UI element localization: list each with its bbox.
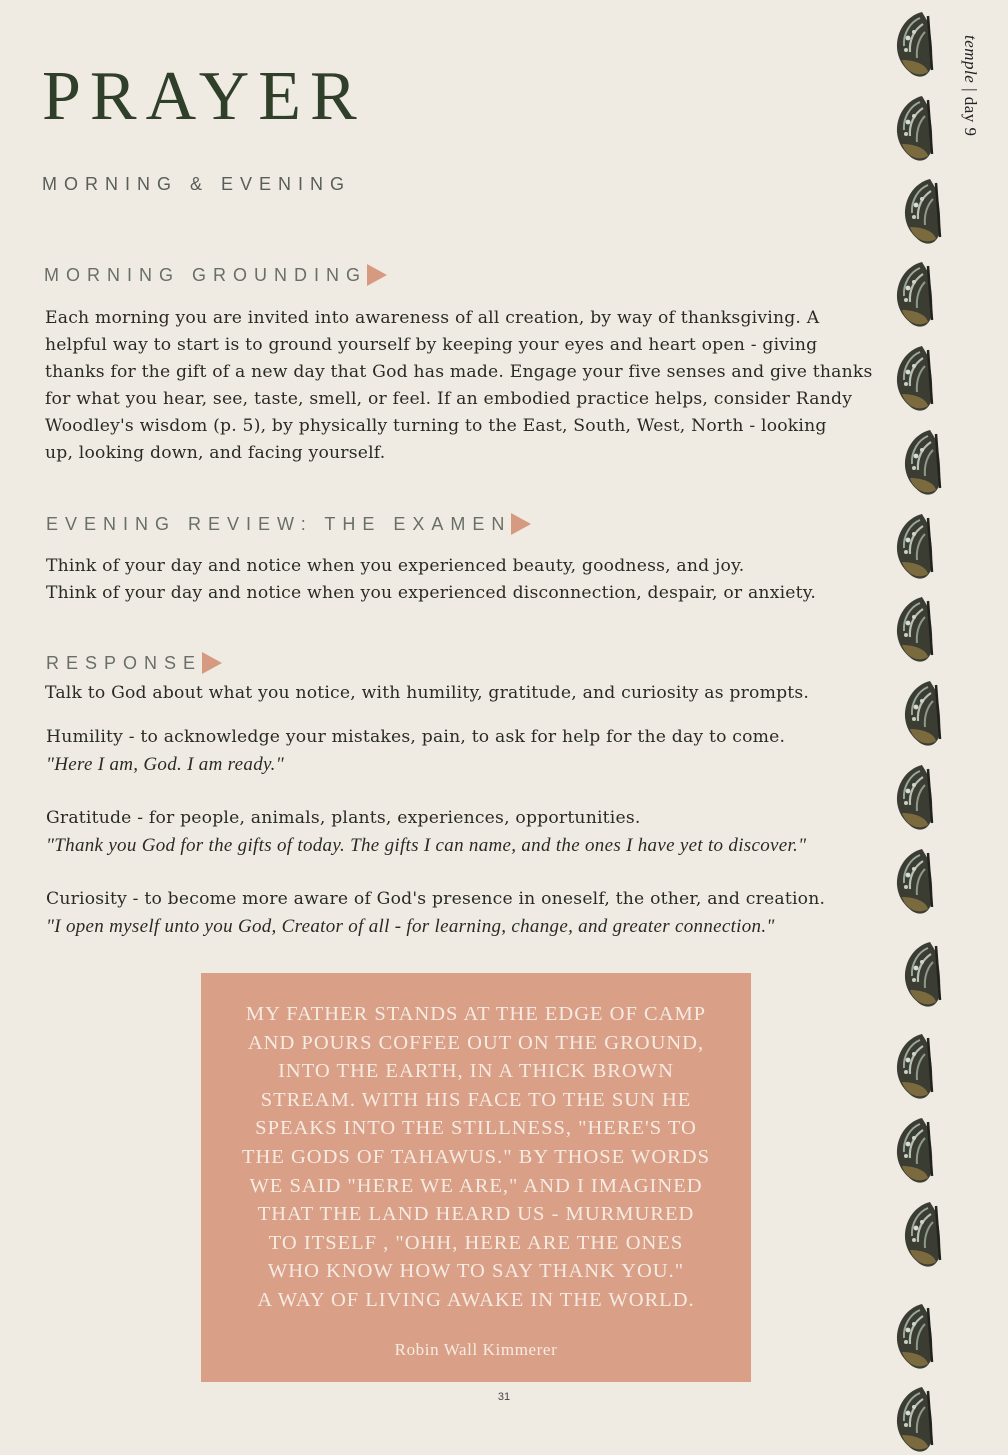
- side-label-day: | day 9: [961, 83, 980, 137]
- play-arrow-icon: [511, 513, 531, 535]
- quote-line: AND POURS COFFEE OUT ON THE GROUND,: [247, 1031, 705, 1054]
- evening-paragraph: [46, 553, 886, 607]
- text-line: Each morning you are invited into awareness of all creation, by way of thanksgiving. A: [45, 308, 820, 328]
- text-line: up, looking down, and facing yourself.: [45, 443, 386, 463]
- page-title: PRAYER: [42, 58, 366, 135]
- section-heading-text: RESPONSE: [46, 652, 203, 673]
- page-subtitle: MORNING & EVENING: [42, 174, 352, 194]
- quote-line: MY FATHER STANDS AT THE EDGE OF CAMP: [245, 1003, 707, 1025]
- quote-line: WHO KNOW HOW TO SAY THANK YOU.": [267, 1260, 685, 1283]
- quote-line: SPEAKS INTO THE STILLNESS, "HERE'S TO: [255, 1117, 697, 1140]
- butterfly-icon: [892, 1300, 944, 1372]
- section-heading-text: EVENING REVIEW: THE EXAMEN: [46, 513, 512, 534]
- response-item-text: Humility - to acknowledge your mistakes, pain, to ask for help for the day to come.: [46, 727, 786, 747]
- butterfly-icon: [892, 1383, 944, 1455]
- butterfly-icon: [892, 258, 944, 330]
- butterfly-icon: [900, 677, 952, 749]
- quote-line: WE SAID "HERE WE ARE," AND I IMAGINED: [249, 1174, 703, 1197]
- response-item-prayer: "Here I am, God. I am ready.": [46, 754, 285, 775]
- butterfly-icon: [892, 92, 944, 164]
- response-intro: [45, 680, 885, 707]
- play-arrow-icon: [202, 652, 222, 674]
- butterfly-icon: [892, 845, 944, 917]
- butterfly-icon: [892, 1114, 944, 1186]
- butterfly-icon: [892, 510, 944, 582]
- butterfly-icon: [892, 761, 944, 833]
- response-item-gratitude: [46, 805, 886, 859]
- section-heading-evening: [46, 513, 531, 535]
- text-line: for what you hear, see, taste, smell, or feel. If an embodied practice helps, consider Randy: [45, 389, 853, 409]
- play-arrow-icon: [367, 264, 387, 286]
- text-line: Talk to God about what you notice, with humility, gratitude, and curiosity as prompts.: [45, 683, 810, 703]
- butterfly-icon: [892, 342, 944, 414]
- text-line: thanks for the gift of a new day that God has made. Engage your five senses and give thanks: [45, 362, 873, 382]
- quote-line: THAT THE LAND HEARD US - MURMURED: [257, 1203, 695, 1226]
- text-line: Think of your day and notice when you experienced beauty, goodness, and joy.: [46, 556, 745, 576]
- butterfly-icon: [892, 1030, 944, 1102]
- response-item-text: Curiosity - to become more aware of God's presence in oneself, the other, and creation.: [46, 889, 826, 909]
- text-line: Think of your day and notice when you experienced disconnection, despair, or anxiety.: [46, 583, 817, 603]
- text-line: helpful way to start is to ground yourself by keeping your eyes and heart open - giving: [45, 335, 818, 355]
- side-label: [940, 35, 980, 165]
- butterfly-icon: [900, 175, 952, 247]
- quote-author: Robin Wall Kimmerer: [394, 1340, 558, 1359]
- morning-paragraph: [45, 305, 885, 467]
- butterfly-icon: [900, 426, 952, 498]
- butterfly-icon: [900, 1198, 952, 1270]
- section-heading-text: MORNING GROUNDING: [44, 264, 367, 285]
- response-item-prayer: "I open myself unto you God, Creator of all - for learning, change, and greater connection.": [46, 916, 775, 937]
- response-item-curiosity: [46, 886, 886, 940]
- side-label-word: temple: [961, 35, 980, 84]
- butterfly-icon: [892, 8, 944, 80]
- quote-box: [201, 973, 751, 1382]
- quote-line: A WAY OF LIVING AWAKE IN THE WORLD.: [257, 1288, 695, 1311]
- quote-line: TO ITSELF , "OHH, HERE ARE THE ONES: [268, 1231, 684, 1254]
- quote-line: STREAM. WITH HIS FACE TO THE SUN HE: [260, 1088, 692, 1111]
- butterfly-icon: [900, 938, 952, 1010]
- butterfly-icon: [892, 593, 944, 665]
- quote-text: [201, 1000, 751, 1315]
- page-number: 31: [497, 1391, 511, 1403]
- section-heading-response: [46, 652, 222, 674]
- response-item-text: Gratitude - for people, animals, plants, experiences, opportunities.: [46, 808, 641, 828]
- section-heading-morning: [44, 264, 387, 286]
- response-item-prayer: "Thank you God for the gifts of today. The gifts I can name, and the ones I have yet to discover.": [46, 835, 807, 856]
- text-line: Woodley's wisdom (p. 5), by physically turning to the East, South, West, North - looking: [45, 416, 827, 436]
- response-item-humility: [46, 724, 886, 778]
- quote-line: THE GODS OF TAHAWUS." BY THOSE WORDS: [241, 1145, 710, 1168]
- quote-line: INTO THE EARTH, IN A THICK BROWN: [278, 1060, 674, 1083]
